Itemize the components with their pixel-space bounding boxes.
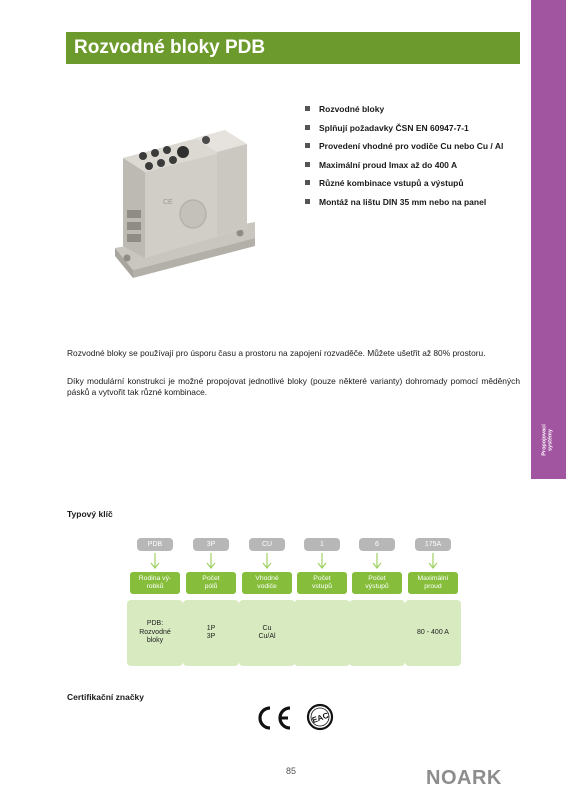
type-key-value: PDB: Rozvodné bloky — [127, 600, 183, 666]
type-key-value — [294, 600, 350, 666]
type-key-label: Počet pólů — [186, 572, 236, 594]
certification-heading: Certifikační značky — [67, 692, 145, 702]
svg-text:EAC: EAC — [310, 710, 330, 726]
feature-item: Různé kombinace vstupů a výstupů — [305, 178, 525, 189]
type-key-value: 1P 3P — [183, 600, 239, 666]
bullet-icon — [305, 143, 310, 148]
type-key-value — [349, 600, 405, 666]
type-key-value: Cu Cu/Al — [239, 600, 295, 666]
type-key-code: 1 — [304, 538, 340, 551]
page-title: Rozvodné bloky PDB — [66, 32, 520, 64]
feature-item: Splňují požadavky ČSN EN 60947-7-1 — [305, 123, 525, 134]
eac-mark-icon — [305, 702, 335, 732]
feature-item: Provedení vhodné pro vodiče Cu nebo Cu / Al — [305, 141, 525, 152]
feature-item: Rozvodné bloky — [305, 104, 525, 115]
arrow-down-icon — [408, 551, 458, 571]
type-key-label: Maximální proud — [408, 572, 458, 594]
description-paragraph: Rozvodné bloky se používají pro úsporu času a prostoru na zapojení rozvaděče. Můžete ušetřit až 80% prostoru. — [67, 348, 486, 358]
type-key-code: CU — [249, 538, 285, 551]
arrow-down-icon — [297, 551, 347, 571]
feature-item: Maximální proud Imax až do 400 A — [305, 160, 525, 171]
type-key-label: Vhodné vodiče — [242, 572, 292, 594]
type-key-code: 6 — [359, 538, 395, 551]
ce-mark-icon — [254, 704, 294, 732]
bullet-icon — [305, 125, 310, 130]
side-tab-label — [537, 418, 559, 462]
arrow-down-icon — [352, 551, 402, 571]
side-tab-text: Propojovací systémy — [542, 424, 555, 456]
type-key-code: 175A — [415, 538, 451, 551]
type-key-heading: Typový klíč — [67, 509, 113, 519]
type-key-label: Rodina vý- robků — [130, 572, 180, 594]
ce-marking: CE — [163, 199, 173, 206]
feature-list — [305, 104, 525, 215]
bullet-icon — [305, 199, 310, 204]
type-key-code: 3P — [193, 538, 229, 551]
type-key-label: Počet vstupů — [297, 572, 347, 594]
type-key-value: 80 - 400 A — [405, 600, 461, 666]
bullet-icon — [305, 106, 310, 111]
feature-item: Montáž na lištu DIN 35 mm nebo na panel — [305, 197, 525, 208]
arrow-down-icon — [186, 551, 236, 571]
arrow-down-icon — [130, 551, 180, 571]
page-number: 85 — [286, 766, 297, 776]
description-paragraph: Díky modulární konstrukci je možné propojovat jednotlivé bloky (pouze některé varianty) dohromady pomocí měděných pásků a vytvořit tak různé kombinace. — [67, 376, 520, 397]
brand-logo: NOARK — [426, 767, 502, 789]
side-tab — [531, 0, 566, 479]
type-key-code: PDB — [137, 538, 173, 551]
arrow-down-icon — [242, 551, 292, 571]
bullet-icon — [305, 162, 310, 167]
product-image — [105, 118, 255, 283]
bullet-icon — [305, 180, 310, 185]
type-key-label: Počet výstupů — [352, 572, 402, 594]
